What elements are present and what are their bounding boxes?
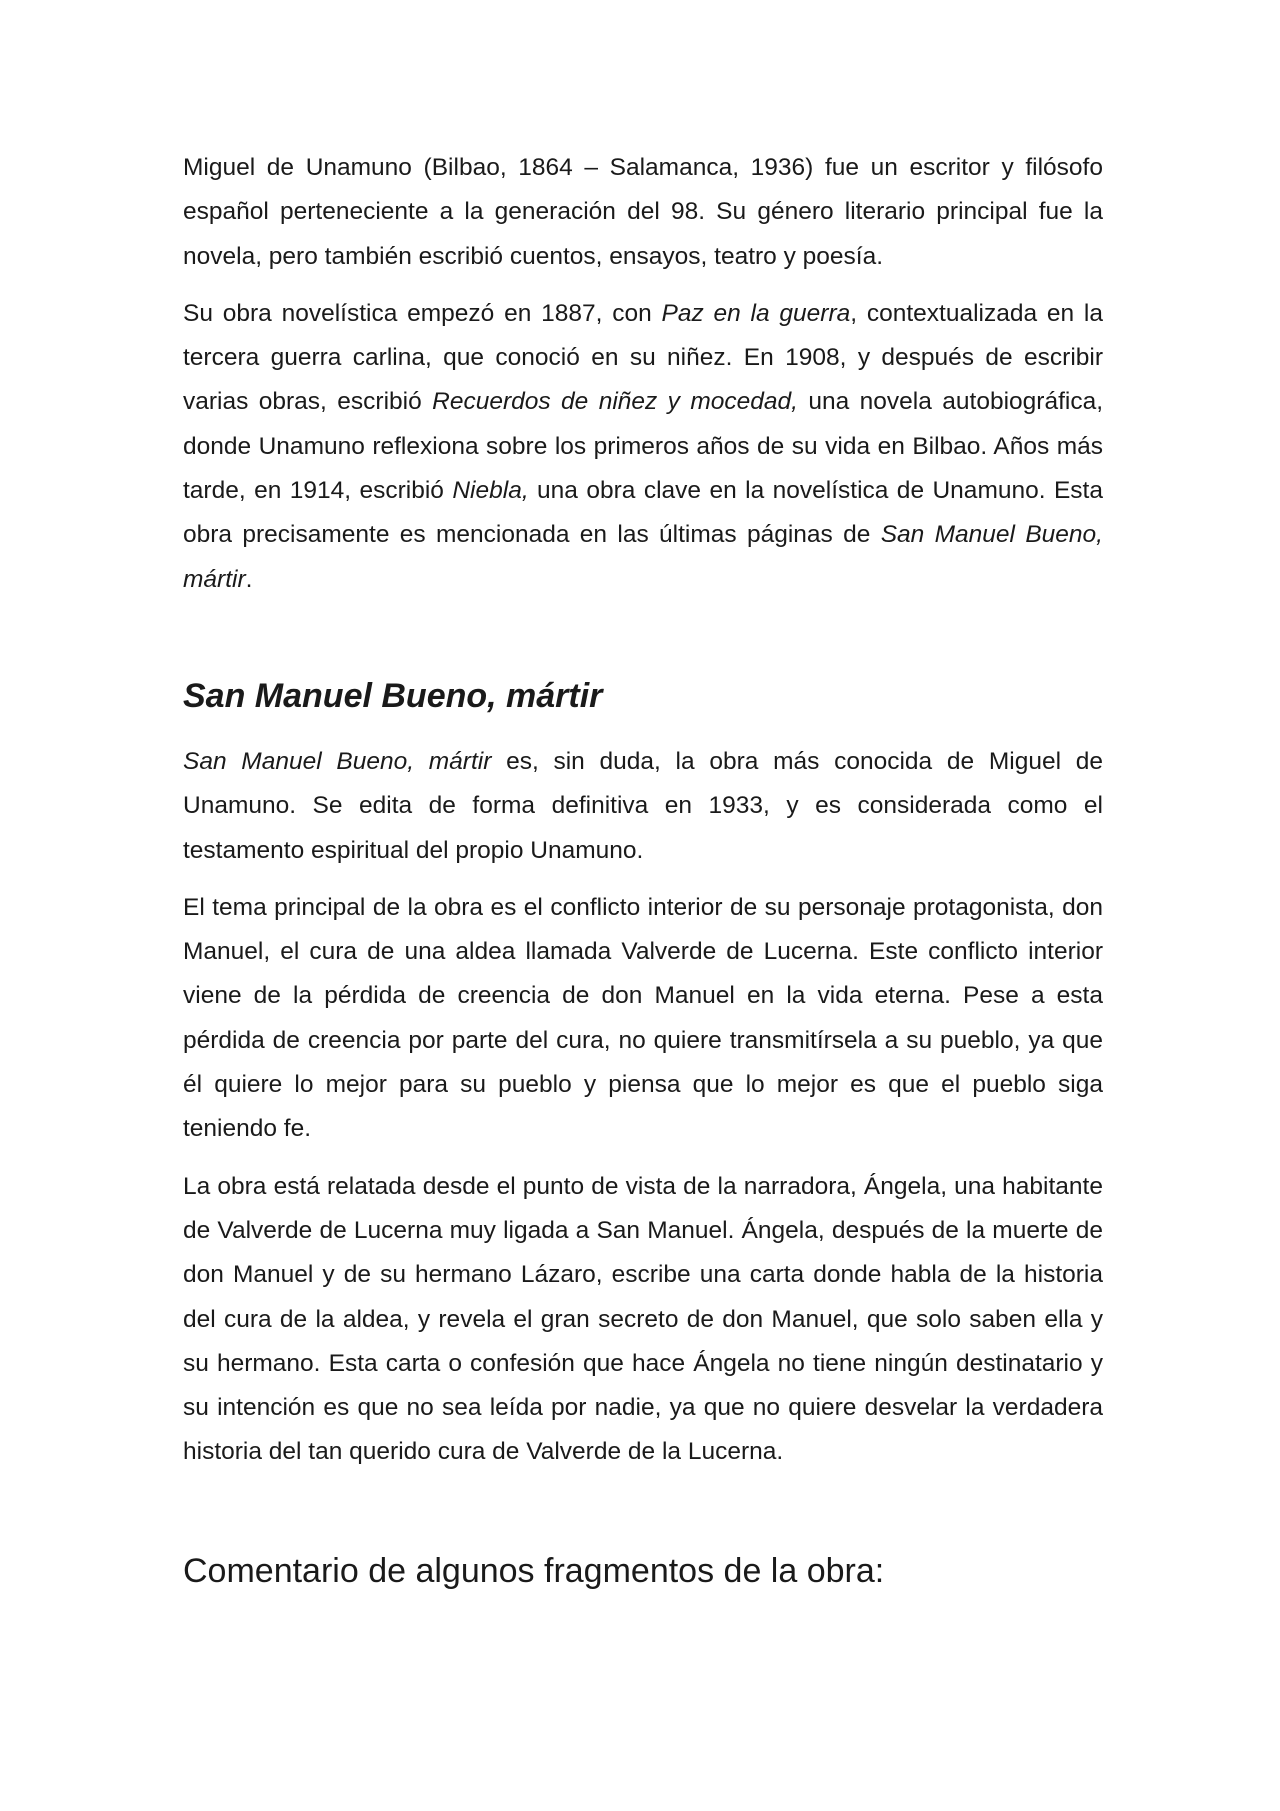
work-paragraph-3: La obra está relatada desde el punto de vista de la narradora, Ángela, una habitante de Valverde de Lucerna muy ligada a San Manuel. Ángela, después de la muerte de don Manuel y de su hermano Lázaro, escribe una carta donde habla de la historia del cura de la aldea, y revela el gran secreto de don Manuel, que solo saben ella y su hermano. Esta carta o confesión que hace Ángela no tiene ningún destinatario y su intención es que no sea leída por nadie, ya que no quiere desvelar la verdadera historia del tan querido cura de Valverde de la Lucerna. [183,1172,1103,1466]
text-segment: Su obra novelística empezó en 1887, con [183,299,662,327]
work-title-paz-en-la-guerra: Paz en la guerra [661,299,851,327]
section-heading-san-manuel: San Manuel Bueno, mártir [183,676,603,715]
section-heading-comentario: Comentario de algunos fragmentos de la obra: [183,1551,885,1590]
text-segment: , contextualizada en la tercera guerra carlina, que conoció en su niñez. En 1908, y después de escribir varias obras, escribió [183,299,1103,416]
work-title-san-manuel: San Manuel Bueno, mártir [183,521,1103,593]
text-segment: . [245,565,253,593]
page-content [183,146,1103,1593]
work-title-recuerdos: Recuerdos de niñez y mocedad, [432,388,798,416]
work-paragraph-2: El tema principal de la obra es el conflicto interior de su personaje protagonista, don Manuel, el cura de una aldea llamada Valverde de Lucerna. Este conflicto interior viene de la pérdida de creencia de don Manuel en la vida eterna. Pese a esta pérdida de creencia por parte del cura, no quiere transmitírsela a su pueblo, ya que él quiere lo mejor para su pueblo y piensa que lo mejor es que el pueblo siga teniendo fe. [183,893,1103,1143]
text-segment: es, sin duda, la obra más conocida de Miguel de Unamuno. Se edita de forma definitiva en 1933, y es considerada como el testamento espiritual del propio Unamuno. [183,747,1103,864]
work-title-san-manuel: San Manuel Bueno, mártir [183,747,492,775]
work-paragraph-1 [183,740,1103,873]
intro-paragraph-2 [183,292,1103,602]
text-segment: una novela autobiográfica, donde Unamuno reflexiona sobre los primeros años de su vida en Bilbao. Años más tarde, en 1914, escribió [183,388,1104,505]
work-title-niebla: Niebla, [452,477,529,505]
text-segment: una obra clave en la novelística de Unamuno. Esta obra precisamente es mencionada en las últimas páginas de [183,477,1103,549]
intro-paragraph-1: Miguel de Unamuno (Bilbao, 1864 – Salamanca, 1936) fue un escritor y filósofo español perteneciente a la generación del 98. Su género literario principal fue la novela, pero también escribió cuentos, ensayos, teatro y poesía. [183,154,1103,270]
